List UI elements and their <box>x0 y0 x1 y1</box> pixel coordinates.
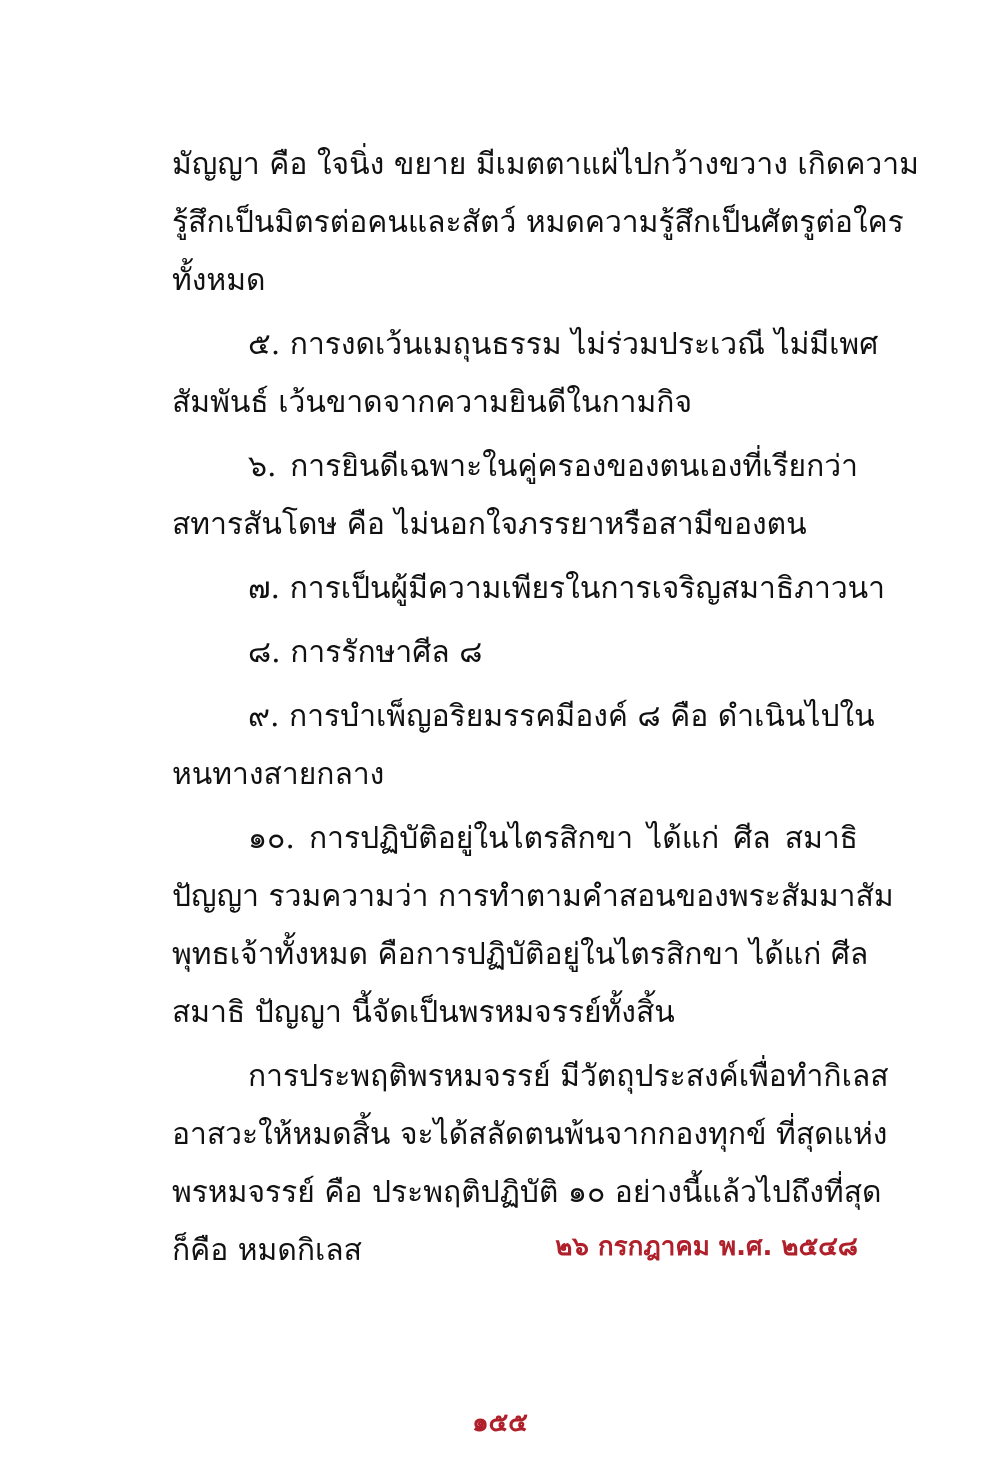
text-line: ทั้งหมด <box>172 263 266 298</box>
page-number: ๑๕๕ <box>472 1408 528 1438</box>
text-line: ๙. การบำเพ็ญอริยมรรคมีองค์ ๘ คือ ดำเนินไปใน <box>248 699 875 734</box>
text-line: ก็คือ หมดกิเลส <box>172 1233 362 1268</box>
paragraph-continuation <box>172 136 919 310</box>
text-line: หนทางสายกลาง <box>172 757 385 792</box>
paragraph-item-5 <box>172 316 879 432</box>
text-line: สทารสันโดษ คือ ไม่นอกใจภรรยาหรือสามีของตน <box>172 507 807 542</box>
text-line: รู้สึกเป็นมิตรต่อคนและสัตว์ หมดความรู้สึกเป็นศัตรูต่อใคร <box>172 205 904 240</box>
paragraph-item-6 <box>172 438 858 554</box>
text-line: การประพฤติพรหมจรรย์ มีวัตถุประสงค์เพื่อทำกิเลส <box>248 1059 889 1094</box>
document-date: ๒๖ กรกฎาคม พ.ศ. ๒๕๔๘ <box>555 1232 858 1262</box>
text-line: มัญญา คือ ใจนิ่ง ขยาย มีเมตตาแผ่ไปกว้างขวาง เกิดความ <box>172 147 919 182</box>
paragraph-item-9 <box>172 688 875 804</box>
paragraph-item-10 <box>172 810 894 1042</box>
text-line: สัมพันธ์ เว้นขาดจากความยินดีในกามกิจ <box>172 385 693 420</box>
text-line: พุทธเจ้าทั้งหมด คือการปฏิบัติอยู่ในไตรสิกขา ได้แก่ ศีล <box>172 937 869 972</box>
paragraph-item-7 <box>172 560 886 618</box>
text-line: อาสวะให้หมดสิ้น จะได้สลัดตนพ้นจากกองทุกข์ ที่สุดแห่ง <box>172 1117 888 1152</box>
text-line: ๗. การเป็นผู้มีความเพียรในการเจริญสมาธิภาวนา <box>248 571 886 606</box>
text-line: สมาธิ ปัญญา นี้จัดเป็นพรหมจรรย์ทั้งสิ้น <box>172 995 675 1030</box>
text-line: ๕. การงดเว้นเมถุนธรรม ไม่ร่วมประเวณี ไม่มีเพศ <box>248 327 879 362</box>
text-line: พรหมจรรย์ คือ ประพฤติปฏิบัติ ๑๐ อย่างนี้แล้วไปถึงที่สุด <box>172 1175 882 1210</box>
paragraph-item-8 <box>172 624 858 682</box>
text-line: ปัญญา รวมความว่า การทำตามคำสอนของพระสัมมาสัม <box>172 879 894 914</box>
text-line: ๖. การยินดีเฉพาะในคู่ครองของตนเองที่เรียกว่า <box>248 449 858 484</box>
text-line: ๘. การรักษาศีล ๘ <box>248 635 483 670</box>
text-line: ๑๐. การปฏิบัติอยู่ในไตรสิกขา ได้แก่ ศีล สมาธิ <box>248 821 858 856</box>
document-body <box>172 136 919 1286</box>
